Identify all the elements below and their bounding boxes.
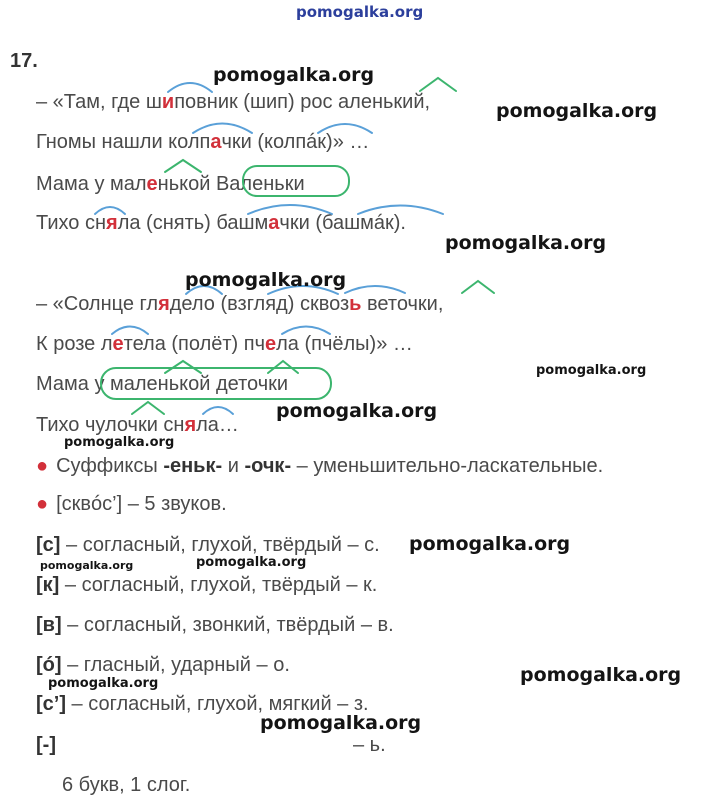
bullet-icon: ● [36, 493, 49, 515]
sound-row: [с] – согласный, глухой, твёрдый – с. [36, 534, 380, 556]
circled-phrase-u-malenkoy-detochki: у маленькой деточки [94, 373, 289, 395]
sound-row: [с’] – согласный, глухой, мягкий – з. [36, 693, 369, 715]
sound-row: [-] [36, 734, 56, 756]
watermark: pomogalka.org [196, 555, 307, 570]
transcription-line: ● [сквóс’] – 5 звуков. [36, 493, 227, 515]
poem2-line-4: Тихо чулочки сняла… [36, 414, 239, 436]
suffix-caret [165, 160, 201, 172]
poem2-line-1: – «Солнце глядело (взгляд) сквозь веточки, [36, 293, 444, 315]
watermark: pomogalka.org [64, 435, 175, 450]
bullet-icon: ● [36, 455, 49, 477]
watermark: pomogalka.org [445, 232, 607, 254]
sound-row-letter: – ь. [353, 734, 386, 756]
circled-word-valenki: Валеньки [215, 173, 305, 195]
watermark: pomogalka.org [536, 363, 647, 378]
poem1-line-4: Тихо сняла (снять) башмачки (башмáк). [36, 212, 406, 234]
watermark-top: pomogalka.org [296, 3, 424, 21]
watermark: pomogalka.org [213, 64, 375, 86]
watermark: pomogalka.org [276, 400, 438, 422]
sound-row: [к] – согласный, глухой, твёрдый – к. [36, 574, 378, 596]
watermark: pomogalka.org [48, 676, 159, 691]
poem2-line-3: Мама у маленькой деточки [36, 373, 289, 395]
watermark: pomogalka.org [185, 269, 347, 291]
sound-row: [в] – согласный, звонкий, твёрдый – в. [36, 614, 394, 636]
summary-line: 6 букв, 1 слог. [62, 774, 191, 796]
watermark: pomogalka.org [260, 712, 422, 734]
poem1-line-1: – «Там, где шиповник (шип) рос аленький, [36, 91, 431, 113]
suffix-caret [462, 281, 494, 293]
suffix-note: ● Суффиксы -еньк- и -очк- – уменьшительно-ласкательные. [36, 455, 604, 477]
exercise-number: 17. [10, 50, 38, 72]
poem1-line-3: Мама у маленькой Валеньки [36, 173, 305, 195]
sound-row: [ó] – гласный, ударный – о. [36, 654, 290, 676]
watermark: pomogalka.org [409, 533, 571, 555]
poem2-line-2: К розе летела (полёт) пчела (пчёлы)» … [36, 333, 413, 355]
watermark: pomogalka.org [520, 664, 682, 686]
poem1-line-2: Гномы нашли колпачки (колпáк)» … [36, 131, 370, 153]
watermark: pomogalka.org [40, 559, 134, 572]
watermark: pomogalka.org [496, 100, 658, 122]
